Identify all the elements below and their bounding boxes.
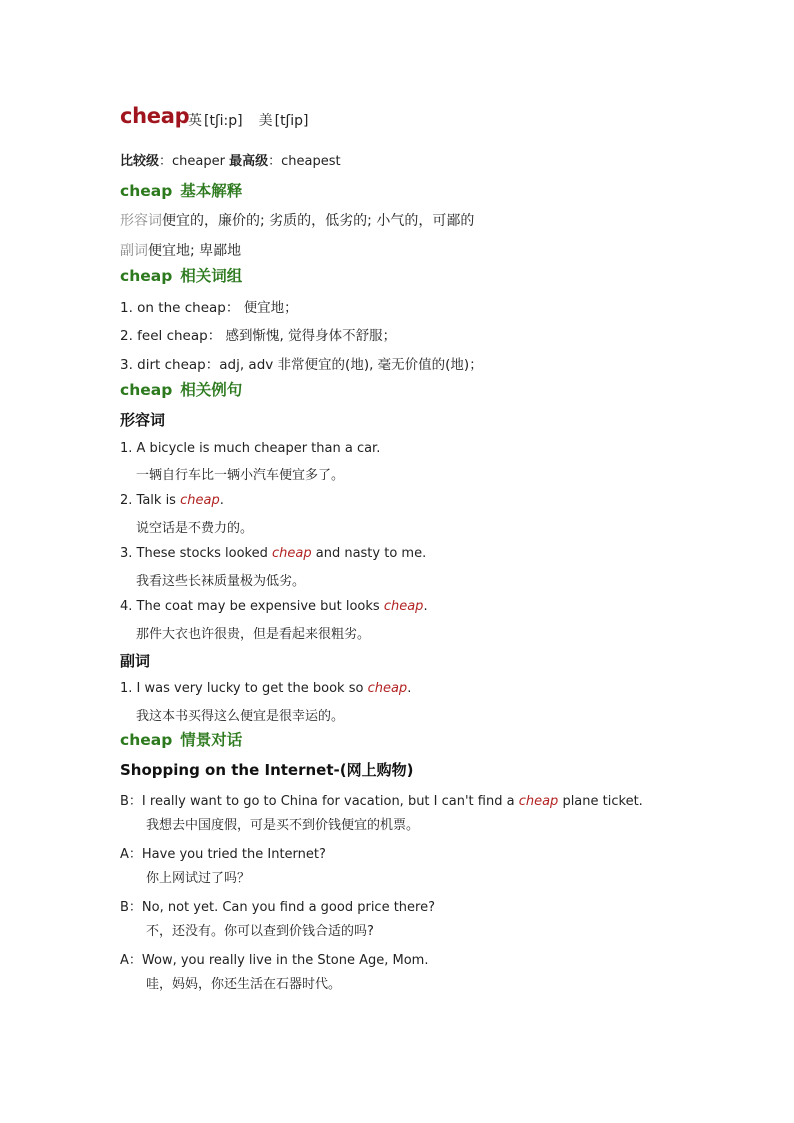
phrase-item: 1. on the cheap： 便宜地； [120, 300, 298, 316]
example-zh: 那件大衣也许很贵，但是看起来很粗劣。 [136, 627, 371, 642]
dialogue-line-en: B：I really want to go to China for vacation, but I can't find a cheap plane ticket. [120, 794, 643, 809]
example-en: 2. Talk is cheap. [120, 493, 224, 508]
superlative-value: cheapest [281, 154, 341, 169]
uk-ipa: [tʃi:p] [204, 113, 243, 129]
dialogue-line-en: A：Wow, you really live in the Stone Age, Mom. [120, 953, 429, 968]
definition-adj: 形容词便宜的，廉价的; 劣质的，低劣的; 小气的，可鄙的 [120, 213, 475, 229]
example-en: 3. These stocks looked cheap and nasty to me. [120, 546, 427, 561]
dialogue-line-zh: 你上网试过了吗？ [146, 871, 251, 886]
phrase-item: 2. feel cheap： 感到惭愧, 觉得身体不舒服； [120, 328, 397, 344]
example-zh: 说空话是不费力的。 [136, 521, 254, 536]
us-label: 美 [258, 113, 273, 129]
section-basic-heading: cheap 基本解释 [120, 182, 243, 200]
section-dialogue-heading: cheap 情景对话 [120, 731, 243, 749]
example-zh: 我看这些长袜质量极为低劣。 [136, 574, 306, 589]
adv-examples-title: 副词 [120, 652, 151, 670]
example-en: 1. I was very lucky to get the book so cheap. [120, 681, 412, 696]
dialogue-title: Shopping on the Internet-(网上购物) [120, 761, 414, 779]
comparative-value: cheaper [172, 154, 225, 169]
headword: cheap [120, 104, 190, 128]
superlative-label: 最高级 [229, 154, 269, 169]
uk-label: 英 [188, 113, 202, 129]
example-zh: 一辆自行车比一辆小汽车便宜多了。 [136, 468, 345, 483]
word-forms: 比较级：cheaper 最高级：cheapest [120, 154, 341, 169]
dialogue-line-zh: 哇，妈妈，你还生活在石器时代。 [146, 977, 342, 992]
us-ipa: [tʃip] [274, 113, 309, 129]
pos-label: 副词 [120, 243, 148, 259]
section-phrases-heading: cheap 相关词组 [120, 267, 243, 285]
dialogue-line-zh: 我想去中国度假，可是买不到价钱便宜的机票。 [146, 818, 420, 833]
comparative-label: 比较级 [120, 154, 160, 169]
pos-label: 形容词 [120, 213, 162, 229]
definition-adv: 副词便宜地; 卑鄙地 [120, 243, 242, 259]
dialogue-line-en: A：Have you tried the Internet? [120, 847, 326, 862]
section-examples-heading: cheap 相关例句 [120, 381, 243, 399]
dialogue-line-zh: 不，还没有。你可以查到价钱合适的吗? [146, 924, 374, 939]
phrase-item: 3. dirt cheap：adj, adv 非常便宜的(地), 毫无价值的(地)； [120, 357, 483, 373]
example-en: 1. A bicycle is much cheaper than a car. [120, 441, 381, 456]
adj-examples-title: 形容词 [120, 411, 166, 429]
example-en: 4. The coat may be expensive but looks cheap. [120, 599, 428, 614]
pronunciation [188, 110, 309, 130]
dialogue-line-en: B：No, not yet. Can you find a good price there? [120, 900, 436, 915]
example-zh: 我这本书买得这么便宜是很幸运的。 [136, 709, 345, 724]
